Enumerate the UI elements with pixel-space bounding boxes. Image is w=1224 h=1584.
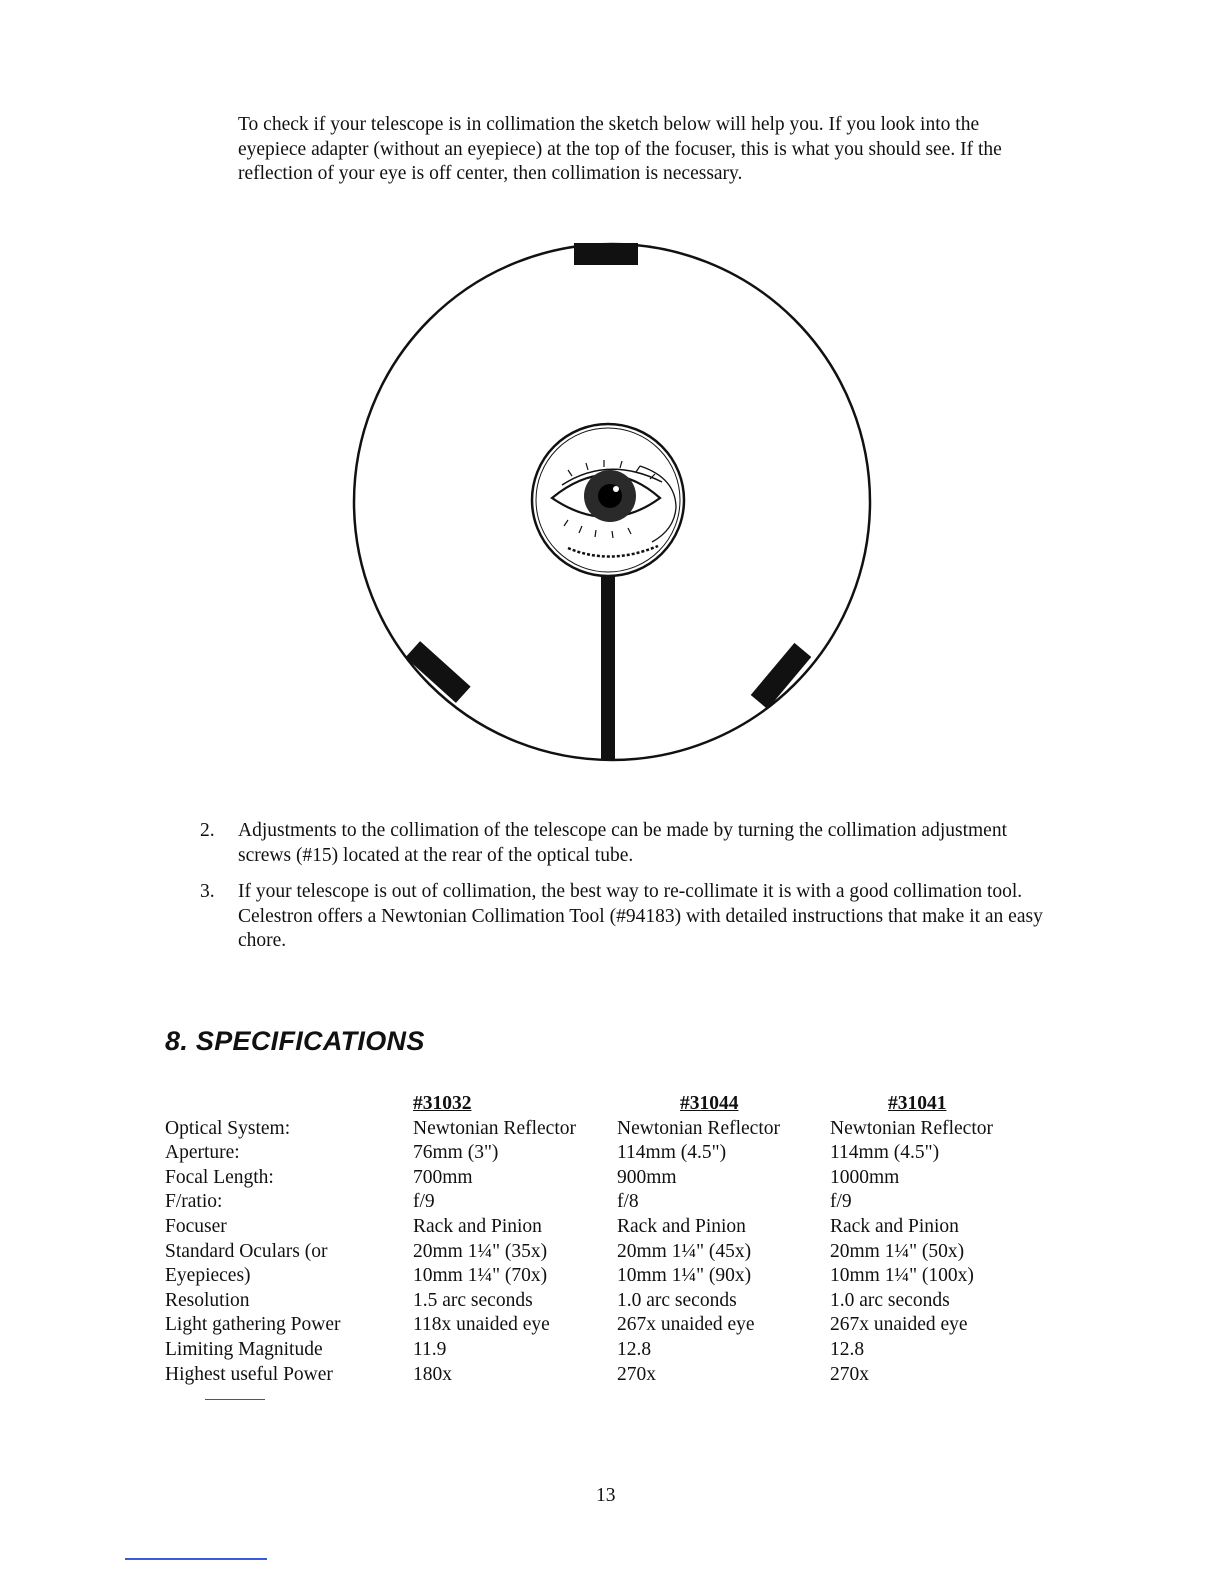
spec-value: 20mm 1¼" (45x) (617, 1240, 752, 1262)
spec-label: Highest useful Power (165, 1363, 333, 1385)
spec-label: Optical System: (165, 1117, 291, 1139)
model-31041-column (830, 1092, 993, 1387)
spec-value: Rack and Pinion (830, 1215, 959, 1237)
spec-label: Standard Oculars (or (165, 1240, 328, 1262)
footer-rule (125, 1558, 267, 1560)
spec-value: 1.5 arc seconds (413, 1289, 533, 1311)
spec-value: 12.8 (830, 1338, 865, 1360)
spec-label: Resolution (165, 1289, 250, 1311)
collimation-diagram (340, 230, 880, 770)
spec-value: 114mm (4.5") (830, 1142, 940, 1164)
spec-label: Focuser (165, 1215, 227, 1237)
step-text: Adjustments to the collimation of the telescope can be made by turning the collimation adjustment screws (#15) located at the rear of the optical tube. (238, 820, 1007, 866)
model-header: #31044 (680, 1093, 739, 1114)
spec-value: 118x unaided eye (413, 1314, 550, 1336)
spec-value: 180x (413, 1363, 452, 1385)
spec-value: f/8 (617, 1191, 639, 1213)
spec-value: 1.0 arc seconds (617, 1289, 737, 1311)
model-header: #31032 (413, 1093, 472, 1114)
spec-value: 114mm (4.5") (617, 1142, 727, 1164)
spec-value: 20mm 1¼" (50x) (830, 1240, 965, 1262)
spec-label: Limiting Magnitude (165, 1338, 323, 1360)
spec-value: Rack and Pinion (617, 1215, 746, 1237)
model-31044-column (617, 1092, 780, 1387)
step-number: 2. (200, 820, 215, 841)
model-31032-column (413, 1092, 576, 1387)
spec-labels-column (165, 1092, 340, 1387)
spec-label: Aperture: (165, 1142, 240, 1164)
step-number: 3. (200, 881, 215, 902)
spec-value: 900mm (617, 1166, 677, 1188)
spec-label: F/ratio: (165, 1191, 223, 1213)
section-heading: 8. SPECIFICATIONS (165, 1026, 425, 1056)
stray-mark (205, 1399, 265, 1400)
spec-label: Focal Length: (165, 1166, 274, 1188)
spec-value: 700mm (413, 1166, 473, 1188)
spec-value: f/9 (413, 1191, 435, 1213)
spec-value: f/9 (830, 1191, 852, 1213)
spec-value: 10mm 1¼" (90x) (617, 1265, 752, 1287)
spec-value: 10mm 1¼" (100x) (830, 1265, 974, 1287)
spec-value: 267x unaided eye (830, 1314, 968, 1336)
spec-value: 12.8 (617, 1338, 652, 1360)
spider-vane (601, 570, 615, 760)
spec-value: 11.9 (413, 1338, 447, 1360)
spec-value: 267x unaided eye (617, 1314, 755, 1336)
spec-value: Newtonian Reflector (617, 1117, 780, 1139)
spec-value: Rack and Pinion (413, 1215, 542, 1237)
spec-value: 270x (830, 1363, 869, 1385)
top-clip (574, 243, 638, 265)
page-number: 13 (596, 1485, 616, 1506)
step-text: If your telescope is out of collimation, the best way to re-collimate it is with a good collimation tool. Celestron offers a Newtonian Collimation Tool (#94183) with detailed instructions that make it an easy chore. (238, 881, 1043, 952)
intro-paragraph: To check if your telescope is in collimation the sketch below will help you. If you look into the eyepiece adapter (without an eyepiece) at the top of the focuser, this is what you should see. If the reflection of your eye is off center, then collimation is necessary. (238, 114, 1002, 185)
spec-value: 76mm (3") (413, 1142, 499, 1164)
spec-value: 1.0 arc seconds (830, 1289, 950, 1311)
spec-value: 10mm 1¼" (70x) (413, 1265, 548, 1287)
spec-label: Eyepieces) (165, 1265, 251, 1287)
spec-value: 20mm 1¼" (35x) (413, 1240, 548, 1262)
spec-value: Newtonian Reflector (413, 1117, 576, 1139)
model-header: #31041 (888, 1093, 947, 1114)
spec-value: 270x (617, 1363, 656, 1385)
spec-label: Light gathering Power (165, 1314, 341, 1336)
spec-value: 1000mm (830, 1166, 900, 1188)
spec-value: Newtonian Reflector (830, 1117, 993, 1139)
